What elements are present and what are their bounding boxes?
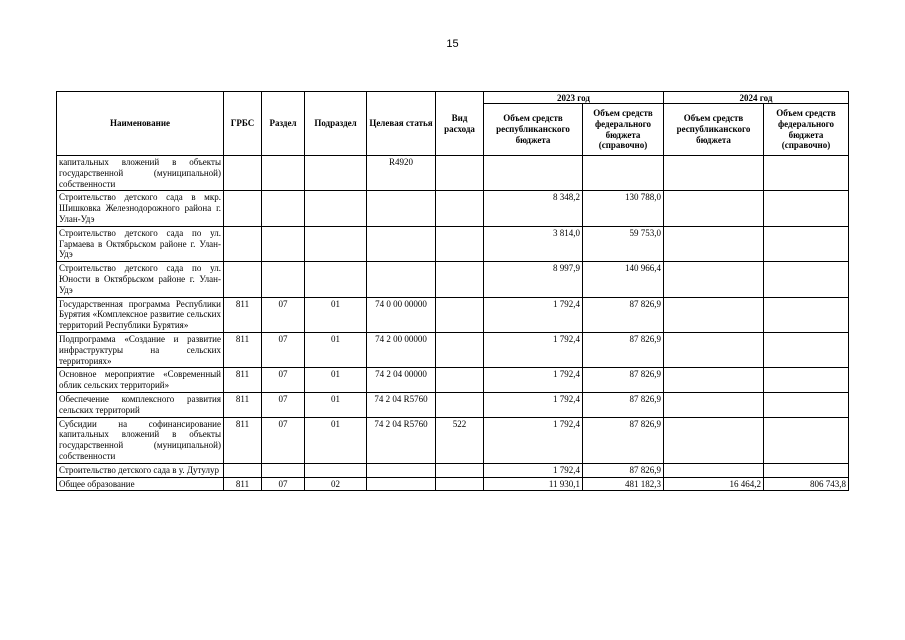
table-row: [57, 191, 849, 226]
cell-federal-2024: [764, 392, 849, 417]
table-row: [57, 368, 849, 393]
cell-expense-type: [436, 477, 484, 491]
cell-target: R4920: [367, 156, 436, 191]
cell-republic-2023: 8 997,9: [484, 262, 583, 297]
cell-grbs: [224, 191, 262, 226]
header-federal-2024: Объем средств федерального бюджета (справочно): [764, 104, 849, 156]
cell-federal-2024: [764, 368, 849, 393]
cell-federal-2023: 87 826,9: [583, 417, 664, 463]
cell-grbs: 811: [224, 417, 262, 463]
header-target: Целевая статья: [367, 92, 436, 156]
cell-republic-2024: [664, 392, 764, 417]
table-row: [57, 156, 849, 191]
cell-federal-2024: [764, 226, 849, 261]
cell-section: [262, 191, 305, 226]
cell-republic-2024: 16 464,2: [664, 477, 764, 491]
cell-subsection: 01: [305, 417, 367, 463]
header-republic-2024: Объем средств республиканского бюджета: [664, 104, 764, 156]
cell-republic-2023: [484, 156, 583, 191]
cell-subsection: [305, 463, 367, 477]
header-republic-2023: Объем средств республиканского бюджета: [484, 104, 583, 156]
cell-federal-2024: [764, 417, 849, 463]
cell-target: [367, 262, 436, 297]
cell-name: Строительство детского сада по ул. Юности в Октябрьском районе г. Улан-Удэ: [57, 262, 224, 297]
cell-grbs: 811: [224, 477, 262, 491]
cell-federal-2024: [764, 297, 849, 332]
cell-expense-type: [436, 262, 484, 297]
cell-section: 07: [262, 368, 305, 393]
cell-section: [262, 463, 305, 477]
cell-federal-2023: 481 182,3: [583, 477, 664, 491]
cell-name: Строительство детского сада в у. Дутулур: [57, 463, 224, 477]
cell-republic-2023: 8 348,2: [484, 191, 583, 226]
budget-table: [56, 91, 849, 491]
cell-republic-2024: [664, 262, 764, 297]
table-row: [57, 392, 849, 417]
cell-section: 07: [262, 297, 305, 332]
cell-federal-2023: 130 788,0: [583, 191, 664, 226]
cell-grbs: [224, 226, 262, 261]
cell-federal-2024: [764, 156, 849, 191]
cell-federal-2024: [764, 332, 849, 367]
cell-subsection: [305, 191, 367, 226]
cell-expense-type: [436, 226, 484, 261]
cell-subsection: [305, 226, 367, 261]
cell-grbs: 811: [224, 392, 262, 417]
cell-grbs: [224, 262, 262, 297]
cell-federal-2023: 87 826,9: [583, 463, 664, 477]
cell-republic-2024: [664, 417, 764, 463]
cell-republic-2023: 1 792,4: [484, 368, 583, 393]
header-section: Раздел: [262, 92, 305, 156]
cell-name: Субсидии на софинансирование капитальных вложений в объекты государственной (муниципальной) собственности: [57, 417, 224, 463]
cell-target: [367, 477, 436, 491]
cell-federal-2023: 59 753,0: [583, 226, 664, 261]
cell-target: 74 2 04 R5760: [367, 417, 436, 463]
cell-republic-2024: [664, 156, 764, 191]
cell-section: [262, 156, 305, 191]
cell-republic-2024: [664, 226, 764, 261]
cell-section: 07: [262, 392, 305, 417]
cell-subsection: 01: [305, 368, 367, 393]
cell-subsection: [305, 262, 367, 297]
cell-target: 74 2 04 R5760: [367, 392, 436, 417]
table-body: [57, 156, 849, 491]
cell-expense-type: [436, 191, 484, 226]
cell-federal-2023: 87 826,9: [583, 368, 664, 393]
cell-republic-2023: 3 814,0: [484, 226, 583, 261]
cell-name: Государственная программа Республики Бурятия «Комплексное развитие сельских территорий Республики Бурятия»: [57, 297, 224, 332]
cell-federal-2023: [583, 156, 664, 191]
cell-federal-2023: 140 966,4: [583, 262, 664, 297]
cell-subsection: 01: [305, 332, 367, 367]
cell-target: 74 0 00 00000: [367, 297, 436, 332]
cell-subsection: 01: [305, 297, 367, 332]
cell-grbs: [224, 156, 262, 191]
cell-republic-2024: [664, 368, 764, 393]
table-row: [57, 463, 849, 477]
table-row: [57, 297, 849, 332]
cell-target: [367, 226, 436, 261]
cell-republic-2023: 11 930,1: [484, 477, 583, 491]
cell-expense-type: [436, 332, 484, 367]
cell-section: [262, 262, 305, 297]
cell-subsection: [305, 156, 367, 191]
header-year-2024: 2024 год: [664, 92, 849, 104]
cell-target: 74 2 00 00000: [367, 332, 436, 367]
table-row: [57, 417, 849, 463]
cell-federal-2024: [764, 191, 849, 226]
cell-target: 74 2 04 00000: [367, 368, 436, 393]
cell-subsection: 02: [305, 477, 367, 491]
cell-name: Строительство детского сада в мкр. Шишковка Железнодорожного района г. Улан-Удэ: [57, 191, 224, 226]
cell-section: 07: [262, 332, 305, 367]
header-subsection: Подраздел: [305, 92, 367, 156]
cell-expense-type: [436, 156, 484, 191]
cell-name: Обеспечение комплексного развития сельских территорий: [57, 392, 224, 417]
cell-republic-2023: 1 792,4: [484, 332, 583, 367]
cell-republic-2023: 1 792,4: [484, 297, 583, 332]
cell-federal-2024: [764, 262, 849, 297]
cell-federal-2024: 806 743,8: [764, 477, 849, 491]
header-name: Наименование: [57, 92, 224, 156]
table-row: [57, 332, 849, 367]
cell-grbs: [224, 463, 262, 477]
header-federal-2023: Объем средств федерального бюджета (справочно): [583, 104, 664, 156]
cell-section: 07: [262, 477, 305, 491]
cell-subsection: 01: [305, 392, 367, 417]
cell-federal-2024: [764, 463, 849, 477]
cell-grbs: 811: [224, 297, 262, 332]
cell-target: [367, 463, 436, 477]
cell-name: Общее образование: [57, 477, 224, 491]
cell-section: 07: [262, 417, 305, 463]
cell-grbs: 811: [224, 332, 262, 367]
cell-name: Подпрограмма «Создание и развитие инфраструктуры на сельских территориях»: [57, 332, 224, 367]
page-number: 15: [446, 38, 459, 50]
cell-republic-2023: 1 792,4: [484, 392, 583, 417]
cell-expense-type: [436, 368, 484, 393]
header-expense-type: Вид расхода: [436, 92, 484, 156]
cell-republic-2024: [664, 297, 764, 332]
cell-grbs: 811: [224, 368, 262, 393]
cell-federal-2023: 87 826,9: [583, 297, 664, 332]
cell-name: Строительство детского сада по ул. Гармаева в Октябрьском районе г. Улан-Удэ: [57, 226, 224, 261]
header-row-years: [57, 92, 849, 104]
table-row: [57, 477, 849, 491]
cell-expense-type: [436, 392, 484, 417]
table-row: [57, 262, 849, 297]
header-year-2023: 2023 год: [484, 92, 664, 104]
cell-expense-type: [436, 297, 484, 332]
cell-federal-2023: 87 826,9: [583, 392, 664, 417]
cell-republic-2024: [664, 463, 764, 477]
header-grbs: ГРБС: [224, 92, 262, 156]
cell-expense-type: 522: [436, 417, 484, 463]
table-row: [57, 226, 849, 261]
cell-name: Основное мероприятие «Современный облик сельских территорий»: [57, 368, 224, 393]
cell-republic-2024: [664, 332, 764, 367]
cell-section: [262, 226, 305, 261]
cell-federal-2023: 87 826,9: [583, 332, 664, 367]
cell-republic-2023: 1 792,4: [484, 463, 583, 477]
cell-expense-type: [436, 463, 484, 477]
cell-target: [367, 191, 436, 226]
cell-name: капитальных вложений в объекты государственной (муниципальной) собственности: [57, 156, 224, 191]
cell-republic-2024: [664, 191, 764, 226]
cell-republic-2023: 1 792,4: [484, 417, 583, 463]
